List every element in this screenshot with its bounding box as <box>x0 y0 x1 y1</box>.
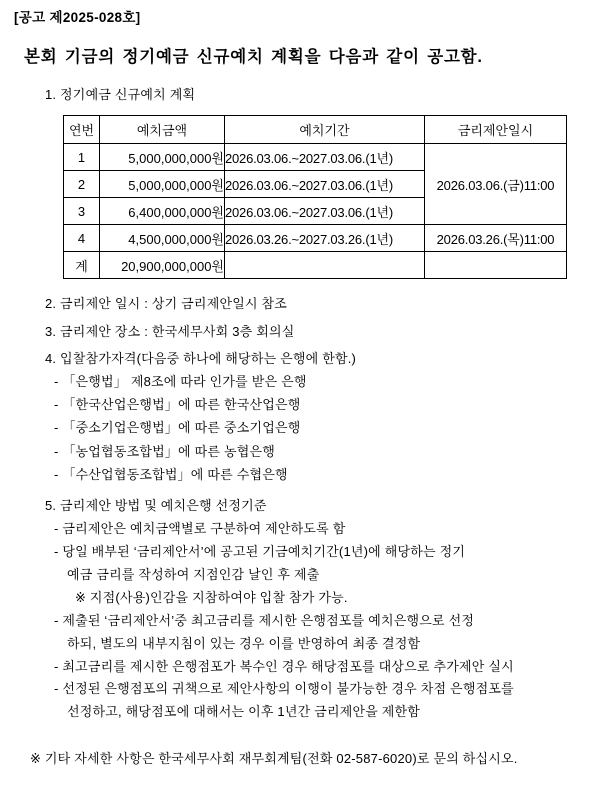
cell-amount-1: 5,000,000,000원 <box>100 144 225 171</box>
cell-period-1: 2026.03.06.~2027.03.06.(1년) <box>225 144 425 171</box>
section-4-heading: 4. 입찰참가자격(다음중 하나에 해당하는 은행에 한함.) <box>45 351 357 366</box>
cell-total-period-empty <box>225 252 425 279</box>
section-5-line-9: 선정하고, 해당점포에 대해서는 이후 1년간 금리제안을 제한함 <box>67 704 421 719</box>
section-4-item-sh: - 「수산업협동조합법」에 따른 수협은행 <box>54 467 288 482</box>
section-5-line-2: - 당일 배부된 ‘금리제안서’에 공고된 기금예치기간(1년)에 해당하는 정기 <box>54 544 466 559</box>
deposit-plan-table <box>63 115 567 279</box>
section-4-item-nh: - 「농업협동조합법」에 따른 농협은행 <box>54 444 275 459</box>
cell-no-4: 4 <box>64 225 100 252</box>
section-5-seal-note: ※ 지점(사용)인감을 지참하여야 입찰 참가 가능. <box>75 590 348 605</box>
header-proposal-datetime: 금리제안일시 <box>425 116 567 144</box>
section-4-item-ibk: - 「중소기업은행법」에 따른 중소기업은행 <box>54 420 301 435</box>
cell-period-2: 2026.03.06.~2027.03.06.(1년) <box>225 171 425 198</box>
cell-amount-3: 6,400,000,000원 <box>100 198 225 225</box>
cell-proposal-rows-1-3: 2026.03.06.(금)11:00 <box>425 144 567 225</box>
cell-no-3: 3 <box>64 198 100 225</box>
table-row <box>64 144 567 171</box>
table-row <box>64 225 567 252</box>
section-3-proposal-place: 3. 금리제안 장소 : 한국세무사회 3층 회의실 <box>45 324 295 339</box>
cell-amount-2: 5,000,000,000원 <box>100 171 225 198</box>
section-2-proposal-datetime: 2. 금리제안 일시 : 상기 금리제안일시 참조 <box>45 296 288 311</box>
cell-period-3: 2026.03.06.~2027.03.06.(1년) <box>225 198 425 225</box>
cell-total-proposal-empty <box>425 252 567 279</box>
section-5-line-1: - 금리제안은 예치금액별로 구분하여 제안하도록 함 <box>54 521 346 536</box>
document-title: 본회 기금의 정기예금 신규예치 계획을 다음과 같이 공고함. <box>24 48 483 66</box>
cell-period-4: 2026.03.26.~2027.03.26.(1년) <box>225 225 425 252</box>
header-amount: 예치금액 <box>100 116 225 144</box>
section-4-item-kdb: - 「한국산업은행법」에 따른 한국산업은행 <box>54 397 301 412</box>
header-period: 예치기간 <box>225 116 425 144</box>
footer-contact-note: ※ 기타 자세한 사항은 한국세무사회 재무회계팀(전화 02-587-6020)로 문의 하십시오. <box>30 751 518 766</box>
cell-no-1: 1 <box>64 144 100 171</box>
table-header-row <box>64 116 567 144</box>
table-total-row <box>64 252 567 279</box>
section-4-item-bank-act: - 「은행법」 제8조에 따라 인가를 받은 은행 <box>54 374 307 389</box>
cell-no-2: 2 <box>64 171 100 198</box>
cell-total-amount: 20,900,000,000원 <box>100 252 225 279</box>
cell-proposal-row-4: 2026.03.26.(목)11:00 <box>425 225 567 252</box>
cell-amount-4: 4,500,000,000원 <box>100 225 225 252</box>
notice-number: [공고 제2025-028호] <box>14 10 141 25</box>
section-1-heading: 1. 정기예금 신규예치 계획 <box>45 87 196 102</box>
header-no: 연번 <box>64 116 100 144</box>
section-5-line-3: 예금 금리를 작성하여 지점인감 날인 후 제출 <box>67 567 320 582</box>
section-5-line-7: - 최고금리를 제시한 은행점포가 복수인 경우 해당점포를 대상으로 추가제안 실시 <box>54 659 514 674</box>
cell-total-label: 계 <box>64 252 100 279</box>
section-5-line-6: 하되, 별도의 내부지침이 있는 경우 이를 반영하여 최종 결정함 <box>67 636 421 651</box>
section-5-line-5: - 제출된 ‘금리제안서’중 최고금리를 제시한 은행점포를 예치은행으로 선정 <box>54 613 475 628</box>
section-5-line-8: - 선정된 은행점포의 귀책으로 제안사항의 이행이 불가능한 경우 차점 은행점포를 <box>54 681 514 696</box>
section-5-heading: 5. 금리제안 방법 및 예치은행 선정기준 <box>45 498 267 513</box>
